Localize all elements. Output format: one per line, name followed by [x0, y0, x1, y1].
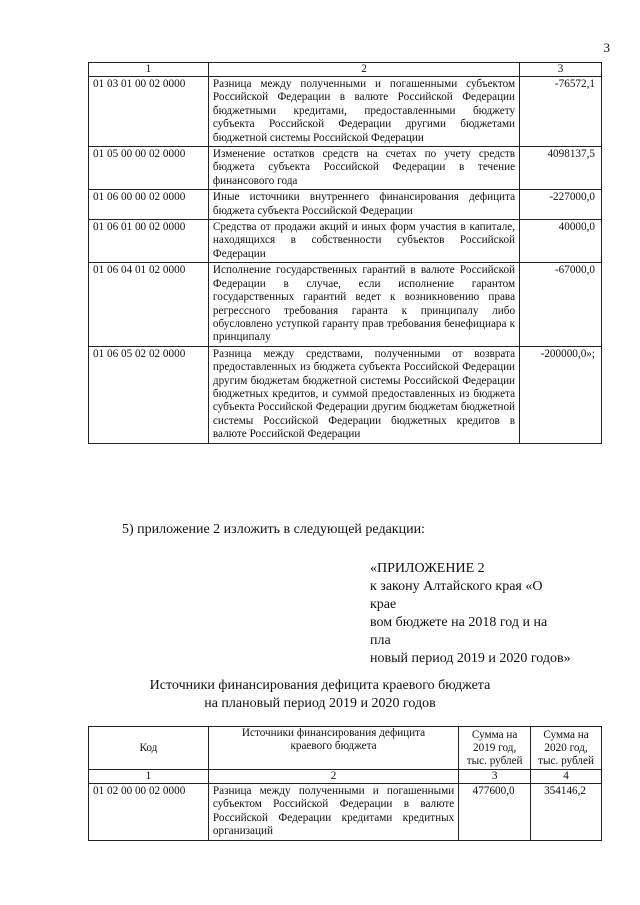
table-row — [89, 147, 602, 190]
amendment-paragraph: 5) приложение 2 изложить в следующей редакции: — [122, 522, 425, 537]
column-number-3: 3 — [459, 770, 531, 784]
row-value: -76572,1 — [520, 77, 602, 147]
row-description: Изменение остатков средств на счетах по учету средств бюджета субъекта Российской Федерации в течение финансового года — [208, 147, 519, 190]
row-description: Средства от продажи акций и иных форм участия в капитале, находящихся в собственности субъектов Российской Федерации — [208, 220, 519, 263]
appendix-line: к закону Алтайского края «О крае — [370, 579, 543, 612]
table-row — [89, 220, 602, 263]
table-row — [89, 77, 602, 147]
row-description: Разница между полученными и погашенными субъектом Российской Федерации в валюте Российской Федерации бюджетными кредитами, предоставленными бюджету субъекта Российской Федерации другими бюджетами бюджетной системы Российской Федерации — [208, 77, 519, 147]
row-description: Разница между средствами, полученными от возврата предоставленных из бюджета субъекта Российской Федерации другим бюджетам бюджетной системы Российской Федерации бюджетных кредитов, и суммой предоставленных из бюджета субъекта Российской Федерации другим бюджетам бюджетной системы Российской Федерации бюджетных кредитов в валюте Российской Федерации — [208, 346, 519, 443]
title-line: Источники финансирования дефицита краевого бюджета — [149, 678, 491, 693]
column-number-2: 2 — [208, 770, 458, 784]
column-number-3: 3 — [520, 63, 602, 77]
row-code: 01 06 05 02 02 0000 — [89, 346, 209, 443]
header-sum-2019: Сумма на 2019 год, тыс. рублей — [459, 727, 531, 770]
table-row — [89, 190, 602, 220]
header-code: Код — [89, 727, 209, 770]
table-header-row — [89, 727, 602, 770]
table-header-row — [89, 63, 602, 77]
column-number-4: 4 — [531, 770, 602, 784]
row-code: 01 02 00 00 02 0000 — [89, 784, 209, 841]
row-value: -200000,0»; — [520, 346, 602, 443]
row-code: 01 06 04 01 02 0000 — [89, 263, 209, 346]
row-code: 01 03 01 00 02 0000 — [89, 77, 209, 147]
appendix-heading — [370, 560, 572, 668]
table-row — [89, 346, 602, 443]
row-description: Разница между полученными и погашенными субъектом Российской Федерации в валюте Российской Федерации кредитами кредитных организаций — [208, 784, 458, 841]
header-sum-2020: Сумма на 2020 год, тыс. рублей — [531, 727, 602, 770]
row-value-2020: 354146,2 — [531, 784, 602, 841]
appendix-line: «ПРИЛОЖЕНИЕ 2 — [370, 561, 485, 576]
appendix-line: вом бюджете на 2018 год и на пла — [370, 615, 548, 648]
row-value: 40000,0 — [520, 220, 602, 263]
row-code: 01 05 00 00 02 0000 — [89, 147, 209, 190]
row-value: 4098137,5 — [520, 147, 602, 190]
row-code: 01 06 00 00 02 0000 — [89, 190, 209, 220]
sources-table-continued — [88, 62, 602, 444]
section-title — [0, 677, 640, 713]
row-description: Исполнение государственных гарантий в валюте Российской Федерации в случае, если исполнение гарантом государственных гарантий ведет к возникновению права регрессного требования гаранта к принципалу либо обусловлено уступкой гаранту прав требования бенефициара к принципалу — [208, 263, 519, 346]
column-number-1: 1 — [89, 770, 209, 784]
column-number-1: 1 — [89, 63, 209, 77]
table-row — [89, 784, 602, 841]
column-number-2: 2 — [208, 63, 519, 77]
row-value: -227000,0 — [520, 190, 602, 220]
header-source: Источники финансирования дефицита краевого бюджета — [208, 727, 458, 770]
table-row — [89, 263, 602, 346]
row-description: Иные источники внутреннего финансирования дефицита бюджета субъекта Российской Федерации — [208, 190, 519, 220]
sources-table — [88, 726, 602, 841]
row-value: -67000,0 — [520, 263, 602, 346]
row-value-2019: 477600,0 — [459, 784, 531, 841]
title-line: на плановый период 2019 и 2020 годов — [204, 696, 436, 711]
page-number: 3 — [603, 40, 610, 55]
appendix-line: новый период 2019 и 2020 годов» — [370, 651, 571, 666]
table-number-row — [89, 770, 602, 784]
row-code: 01 06 01 00 02 0000 — [89, 220, 209, 263]
